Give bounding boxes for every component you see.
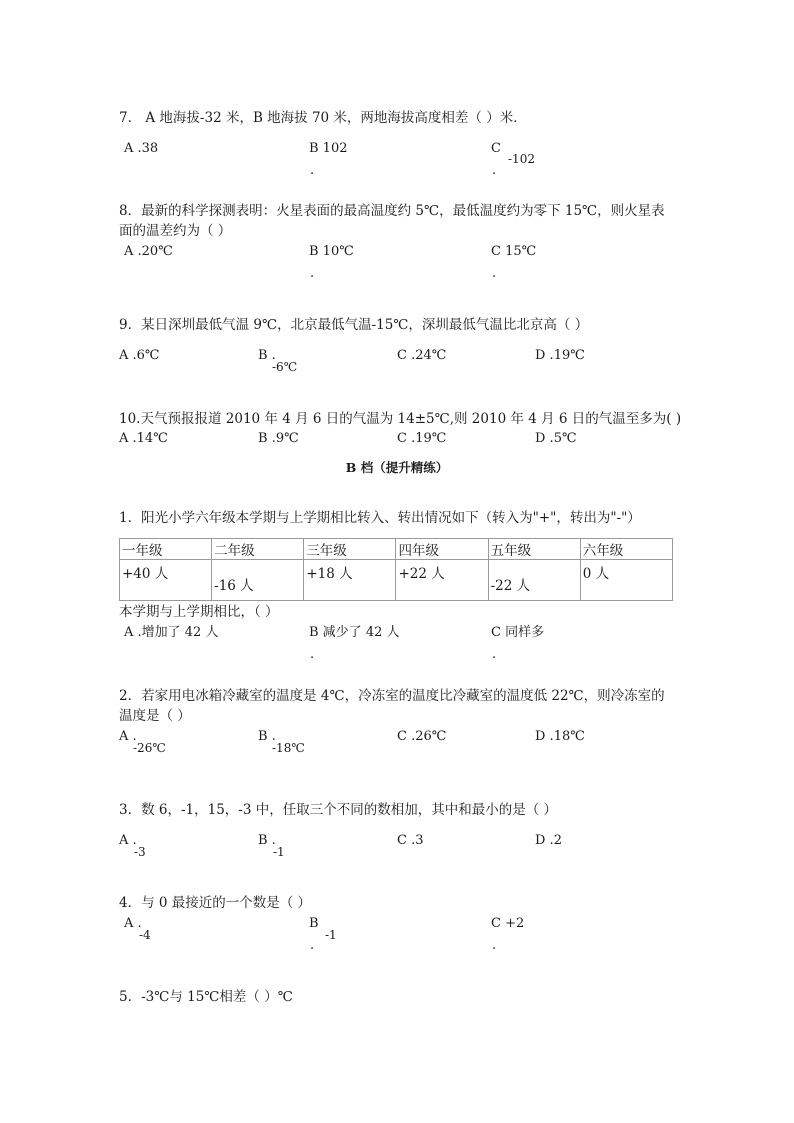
table-cell [304, 560, 396, 601]
q7-option-c-value: -102 [508, 152, 535, 166]
q8-option-b-dot: . [310, 266, 315, 281]
q10-option-d: D .5℃ [535, 431, 577, 446]
b2-option-b-letter: B . [258, 729, 276, 744]
b4-option-a-value: -4 [139, 928, 151, 942]
question-10-stem: 10.天气预报报道 2010 年 4 月 6 日的气温为 14±5℃,则 2010 年 4 月 6 日的气温至多为( ) [119, 411, 682, 427]
q9-option-a: A .6℃ [119, 348, 160, 363]
b1-option-b: B 减少了 42 人 [309, 625, 400, 640]
table-cell [488, 560, 580, 601]
question-9-stem: 9．某日深圳最低气温 9℃，北京最低气温-15℃，深圳最低气温比北京高（ ） [119, 317, 589, 333]
q7-option-c-dot: . [492, 163, 497, 178]
b4-option-c-dot: . [492, 938, 497, 953]
b3-option-d: D .2 [535, 833, 562, 848]
table-header-cell: 一年级 [120, 539, 212, 560]
b2-option-a-letter: A . [119, 729, 137, 744]
q9-option-b-letter: B . [258, 348, 276, 363]
b2-option-c: C .26℃ [397, 729, 447, 744]
b4-option-b-value: -1 [325, 928, 337, 942]
table-cell [580, 560, 672, 601]
table-row [120, 560, 673, 601]
b4-option-c: C +2 [491, 916, 525, 931]
q10-option-c: C .19℃ [397, 431, 447, 446]
cell-value: +40 人 [122, 566, 169, 582]
b3-option-b-letter: B . [258, 833, 276, 848]
question-8-stem-line2: 面的温差约为（ ） [119, 223, 232, 239]
cell-value: +18 人 [306, 566, 353, 582]
b3-option-c: C .3 [397, 833, 424, 848]
q9-option-b-value: -6℃ [272, 360, 298, 374]
b4-option-a-letter: A . [124, 916, 142, 931]
b1-option-c: C 同样多 [491, 625, 545, 640]
b-question-1-prompt: 本学期与上学期相比，（ ） [119, 604, 279, 620]
table-header-cell: 四年级 [396, 539, 488, 560]
b-question-5-stem: 5．-3℃与 15℃相差（ ）℃ [119, 989, 293, 1005]
q9-option-c: C .24℃ [397, 348, 447, 363]
b1-option-b-dot: . [310, 647, 315, 662]
b-question-4-stem: 4．与 0 最接近的一个数是（ ） [119, 895, 312, 911]
cell-value: -22 人 [490, 578, 531, 594]
grade-transfer-table [119, 538, 673, 601]
question-8-stem-line1: 8．最新的科学探测表明：火星表面的最高温度约 5℃，最低温度约为零下 15℃，则火星表 [119, 203, 665, 219]
q10-option-a: A .14℃ [119, 431, 168, 446]
q8-option-c: C 15℃ [491, 244, 537, 259]
table-header-row [120, 539, 673, 560]
q9-option-d: D .19℃ [535, 348, 585, 363]
q7-option-c-letter: C [491, 141, 501, 156]
q8-option-a: A .20℃ [124, 244, 173, 259]
table-cell [212, 560, 304, 601]
table-cell [120, 560, 212, 601]
b1-option-a: A .增加了 42 人 [124, 625, 219, 640]
q7-option-a: A .38 [124, 141, 159, 156]
b-question-1-stem: 1．阳光小学六年级本学期与上学期相比转入、转出情况如下（转入为"+"，转出为"-"） [119, 510, 641, 526]
b3-option-a-letter: A . [119, 833, 137, 848]
b3-option-a-value: -3 [134, 845, 146, 859]
question-7-stem: 7． A 地海拔-32 米，B 地海拔 70 米，两地海拔高度相差（ ）米． [119, 110, 527, 126]
cell-value: 0 人 [582, 566, 610, 582]
section-title: B 档（提升精练） [345, 460, 449, 475]
q7-option-b: B 102 [309, 141, 348, 156]
table-cell [396, 560, 488, 601]
cell-value: -16 人 [214, 578, 254, 594]
table-header-cell: 六年级 [580, 539, 672, 560]
q8-option-b: B 10℃ [309, 244, 354, 259]
cell-value: +22 人 [398, 566, 445, 582]
b4-option-b-letter: B [309, 916, 319, 931]
b2-option-d: D .18℃ [535, 729, 585, 744]
b3-option-b-value: -1 [273, 845, 285, 859]
b4-option-b-dot: . [310, 938, 315, 953]
b-question-3-stem: 3．数 6，-1，15，-3 中，任取三个不同的数相加，其中和最小的是（ ） [119, 802, 558, 818]
table-header-cell: 二年级 [212, 539, 304, 560]
b-question-2-stem-line1: 2．若家用电冰箱冷藏室的温度是 4℃，冷冻室的温度比冷藏室的温度低 22℃，则冷冻室的 [119, 688, 665, 704]
q7-option-b-dot: . [310, 163, 315, 178]
b2-option-b-value: -18℃ [272, 741, 305, 755]
q10-option-b: B .9℃ [258, 431, 299, 446]
table-header-cell: 三年级 [304, 539, 396, 560]
table-header-cell: 五年级 [488, 539, 580, 560]
b2-option-a-value: -26℃ [133, 741, 166, 755]
b-question-2-stem-line2: 温度是（ ） [119, 708, 191, 724]
q8-option-c-dot: . [492, 266, 497, 281]
b1-option-c-dot: . [492, 647, 497, 662]
